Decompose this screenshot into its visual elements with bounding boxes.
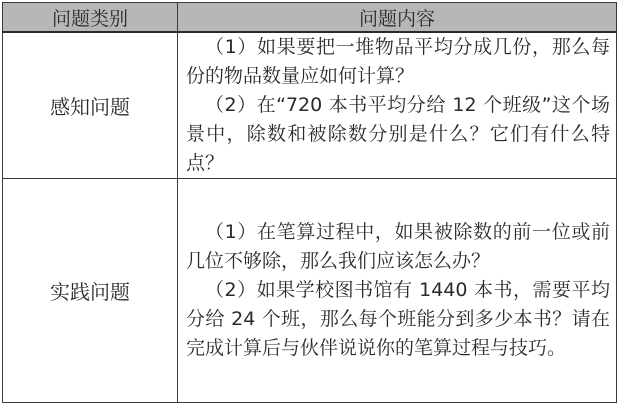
header-row [3, 3, 617, 33]
row-category-perception: 感知问题 [3, 32, 178, 179]
row-category-practice: 实践问题 [3, 179, 178, 403]
question-text: （1）如果要把一堆物品平均分成几份，那么每份的物品数量应如何计算？ [186, 36, 610, 87]
row-content-practice [178, 179, 617, 403]
header-category: 问题类别 [3, 3, 178, 33]
table-row [3, 179, 617, 403]
table-row [3, 32, 617, 179]
question-text: （2）如果学校图书馆有 1440 本书，需要平均分给 24 个班，那么每个班能分到多少本书？请在完成计算后与伙伴说说你的笔算过程与技巧。 [186, 279, 610, 359]
question-text: （1）在笔算过程中，如果被除数的前一位或前几位不够除，那么我们应该怎么办？ [186, 221, 610, 272]
question-table [2, 2, 617, 403]
header-content: 问题内容 [178, 3, 617, 33]
question-text: （2）在“720 本书平均分给 12 个班级”这个场景中，除数和被除数分别是什么？它们有什么特点？ [186, 94, 610, 174]
row-content-perception [178, 32, 617, 179]
